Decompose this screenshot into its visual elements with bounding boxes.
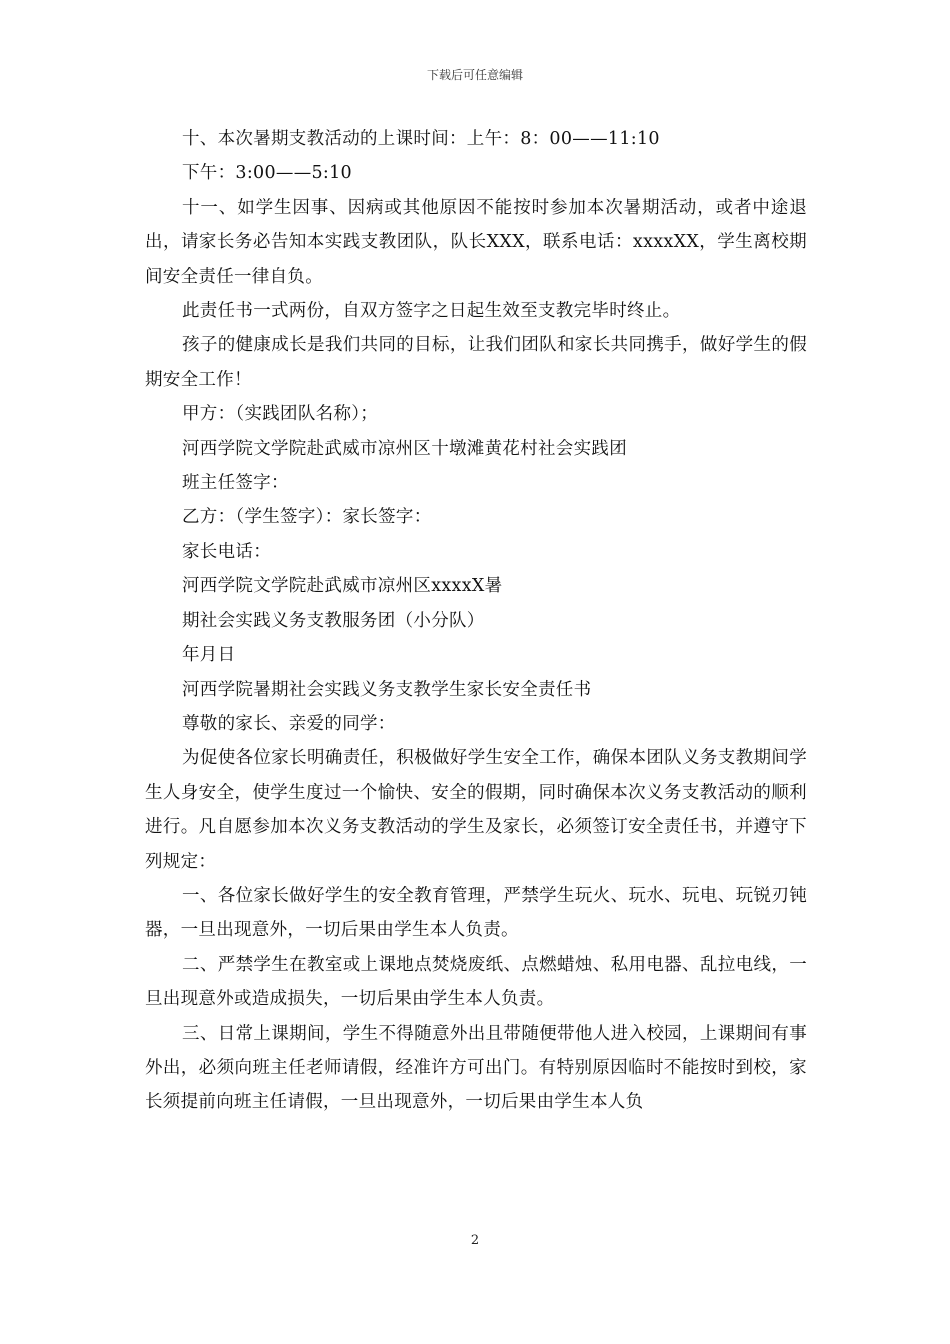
page-number: 2 xyxy=(470,1233,480,1248)
paragraph-document-title: 河西学院暑期社会实践义务支教学生家长安全责任书 xyxy=(182,679,592,700)
paragraph-team-name: 河西学院文学院赴武威市凉州区十墩滩黄花村社会实践团 xyxy=(182,438,627,459)
paragraph-date: 年月日 xyxy=(182,645,236,666)
paragraph-party-a: 甲方：（实践团队名称）； xyxy=(182,404,379,425)
paragraph-common-goal: 孩子的健康成长是我们共同的目标，让我们团队和家长共同携手，做好学生的假期安全工作！ xyxy=(145,335,807,390)
paragraph-absence-rule: 十一、如学生因事、因病或其他原因不能按时参加本次暑期活动，或者中途退出，请家长务必告知本实践支教团队，队长XXX，联系电话：xxxxXX，学生离校期间安全责任一律自负。 xyxy=(145,197,807,287)
paragraph-rule-2: 二、严禁学生在教室或上课地点焚烧废纸、点燃蜡烛、私用电器、乱拉电线，一旦出现意外或造成损失，一切后果由学生本人负责。 xyxy=(145,954,807,1010)
paragraph-parent-phone: 家长电话： xyxy=(182,541,271,562)
paragraph-afternoon-time: 下午：3:00——5:10 xyxy=(182,163,352,184)
paragraph-validity: 此责任书一式两份，自双方签字之日起生效至支教完毕时终止。 xyxy=(182,301,681,322)
document-body xyxy=(145,122,807,1120)
page-header: 下载后可任意编辑 xyxy=(426,68,523,82)
paragraph-rule-1: 一、各位家长做好学生的安全教育管理，严禁学生玩火、玩水、玩电、玩锐刃钝器，一旦出现意外，一切后果由学生本人负责。 xyxy=(145,885,807,941)
paragraph-salutation: 尊敬的家长、亲爱的同学： xyxy=(182,713,396,734)
paragraph-intro: 为促使各位家长明确责任，积极做好学生安全工作，确保本团队义务支教期间学生人身安全，使学生度过一个愉快、安全的假期，同时确保本次义务支教活动的顺利进行。凡自愿参加本次义务支教活动的学生及家长，必须签订安全责任书，并遵守下列规定： xyxy=(145,748,807,872)
paragraph-service-team-line2: 期社会实践义务支教服务团（小分队） xyxy=(182,610,485,631)
paragraph-service-team-line1: 河西学院文学院赴武威市凉州区xxxxX暑 xyxy=(182,576,503,597)
paragraph-rule-3: 三、日常上课期间，学生不得随意外出且带随便带他人进入校园，上课期间有事外出，必须向班主任老师请假，经准许方可出门。有特别原因临时不能按时到校，家长须提前向班主任请假，一旦出现意外，一切后果由学生本人负 xyxy=(145,1023,807,1113)
paragraph-party-b: 乙方：（学生签字）：家长签字： xyxy=(182,507,432,528)
paragraph-teacher-signature: 班主任签字： xyxy=(182,473,289,494)
paragraph-class-time: 十、本次暑期支教活动的上课时间：上午：8：00——11:10 xyxy=(182,129,660,149)
